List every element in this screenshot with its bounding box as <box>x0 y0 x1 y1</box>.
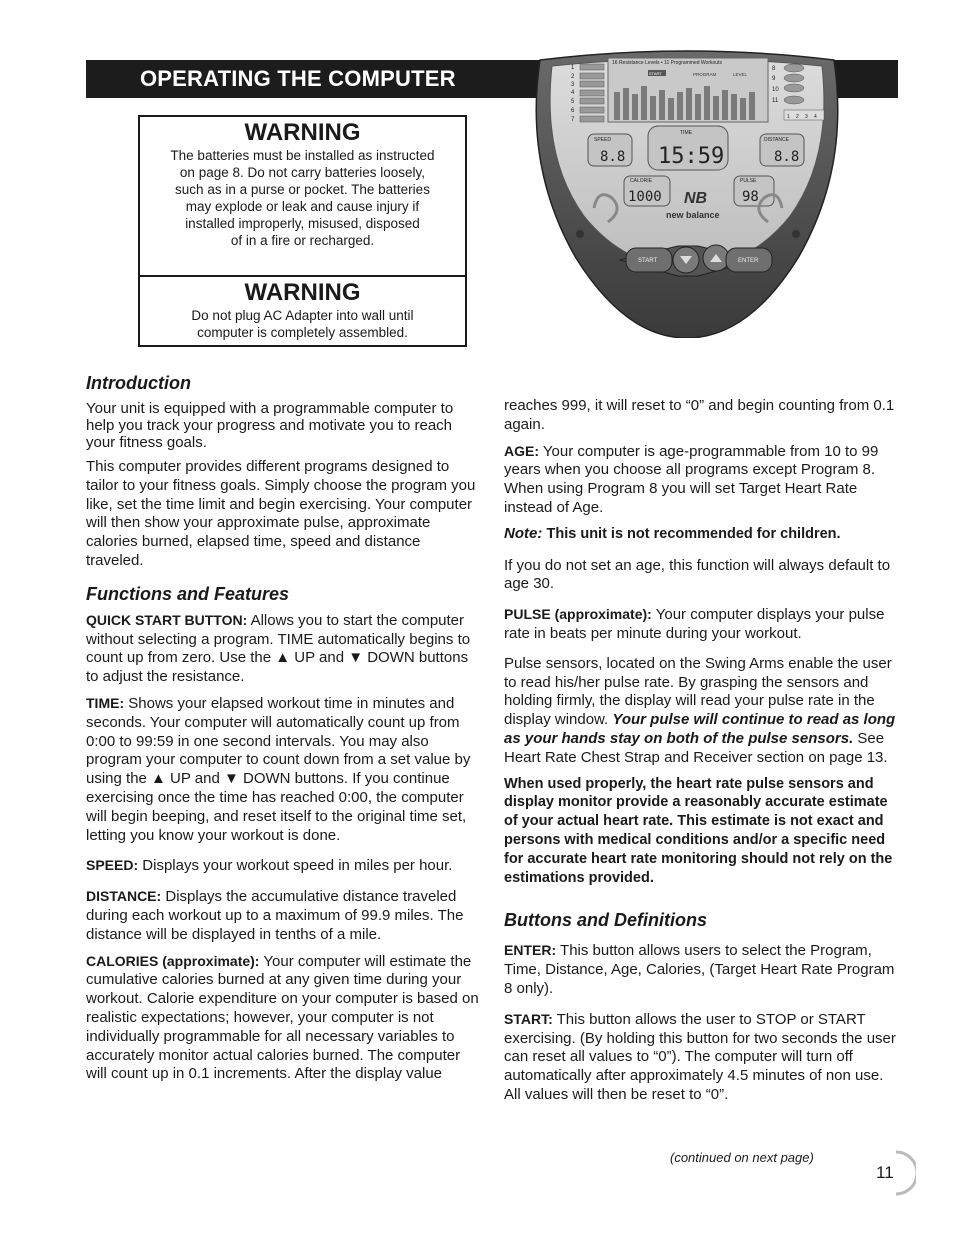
mini-num-4: 4 <box>814 114 817 120</box>
speed-value: 8.8 <box>600 149 626 165</box>
calorie-value: 1000 <box>628 189 662 205</box>
warning-text: Do not plug AC Adapter into wall until computer is completely assembled. <box>191 308 414 340</box>
program-num-1: 1 <box>571 65 575 71</box>
enter-paragraph: ENTER: This button allows users to select the Program, Time, Distance, Age, Calories, (Target Heart Rate Program 8 only). <box>504 942 895 997</box>
program-num-7: 7 <box>571 117 575 123</box>
console-illustration <box>528 48 846 338</box>
brand-logo-text: new balance <box>666 210 720 220</box>
start-paragraph: START: This button allows the user to STOP or START exercising. (By holding this button for two seconds the user can reset all values to “0”). The computer will turn off automatically after approximately 4.5 minutes of non use. All values will then be reset to “0”. <box>504 1010 896 1103</box>
default-age-paragraph: If you do not set an age, this function will always default to age 30. <box>504 556 891 593</box>
mini-num-1: 1 <box>787 114 790 120</box>
quick-start-paragraph: QUICK START BUTTON: Allows you to start the computer without selecting a program. TIME automatically begins to count up from zero. Use the ▲ UP and ▼ DOWN buttons to adjust the resistance. <box>86 611 471 686</box>
time-paragraph: TIME: Shows your elapsed workout time in minutes and seconds. Your computer will automatically count up from 0:00 to 99:59 in one second intervals. You may also program your computer to count down from a set value by using the ▲ UP and ▼ DOWN buttons. If you continue exercising once the time has reached 0:00, the computer will begin beeping, and reset itself to the original time set, letting you know your workout is done. <box>86 694 471 844</box>
distance-label: DISTANCE <box>764 137 789 143</box>
distance-value: 8.8 <box>774 149 800 165</box>
calories-continued: reaches 999, it will reset to “0” and begin counting from 0.1 again. <box>504 397 895 433</box>
battery-warning-box <box>138 115 467 288</box>
intro-paragraph: This computer provides different programs designed to tailor to your fitness goals. Simply choose the program you like, set the time limit and begin exercising. Your computer will then show your approximate pulse, approximate calories burned, elapsed time, speed and distance traveled. <box>86 458 476 569</box>
brand-mark: NB <box>684 190 708 207</box>
note-paragraph: Note: This unit is not recommended for children. <box>504 524 841 542</box>
introduction-heading: Introduction <box>86 373 191 393</box>
program-num-11: 11 <box>772 98 779 104</box>
program-num-3: 3 <box>571 82 575 88</box>
right-column <box>504 397 896 1112</box>
program-num-5: 5 <box>571 99 575 105</box>
calories-paragraph: CALORIES (approximate): Your computer will estimate the cumulative calories burned at any given time during your workout. Calorie expenditure on your computer is based on realistic expectations; however, your computer is not individually programmable for all necessary variables to accurately monitor actual calories burned. The computer will count up in 0.1 increments. After the display value <box>86 952 479 1083</box>
age-paragraph: AGE: Your computer is age-programmable from 10 to 99 years when you choose all programs except Program 8. When using Program 8 you will set Target Heart Rate instead of Age. <box>504 442 879 516</box>
warning-text: The batteries must be installed as instructed on page 8. Do not carry batteries loosely, such as in a purse or pocket. The batteries may explode or leak and cause injury if installed improperly, misused, disposed of in a fire or recharged. <box>170 148 435 248</box>
program-num-4: 4 <box>571 90 575 96</box>
console-start-tag: START <box>649 71 662 76</box>
program-num-2: 2 <box>571 74 575 80</box>
console-start-label: START <box>638 258 658 264</box>
buttons-heading: Buttons and Definitions <box>504 910 707 931</box>
pulse-label: PULSE <box>740 178 757 184</box>
heart-rate-caution: When used properly, the heart rate pulse sensors and display monitor provide a reasonably accurate estimate of your actual heart rate. This estimate is not exact and persons with medical conditions and/or a specific need for accurate heart rate monitoring should not rely on the estimations provided. <box>504 775 893 886</box>
mini-num-2: 2 <box>796 114 799 120</box>
page-title: OPERATING THE COMPUTER <box>140 66 456 91</box>
warning-heading: WARNING <box>244 279 361 306</box>
pulse-value: 98 <box>742 189 759 205</box>
adapter-warning-box <box>138 275 467 347</box>
console-header-text: 16 Resistance Levels • 11 Programmed Workouts <box>612 60 722 66</box>
continued-note: (continued on next page) <box>670 1150 814 1165</box>
time-label: TIME <box>680 130 692 136</box>
program-num-9: 9 <box>772 76 776 82</box>
program-num-8: 8 <box>772 66 776 72</box>
console-level-label: LEVEL <box>733 72 748 77</box>
calorie-label: CALORIE <box>630 178 652 184</box>
intro-paragraph: Your unit is equipped with a programmable computer to help you track your progress and motivate you to reach your fitness goals. <box>86 400 454 451</box>
distance-paragraph: DISTANCE: Displays the accumulative distance traveled during each workout up to a maximum of 99.9 miles. The distance will be displayed in tenths of a mile. <box>86 888 464 943</box>
program-num-6: 6 <box>571 108 575 114</box>
pulse-paragraph: PULSE (approximate): Your computer displays your pulse rate in beats per minute during your workout. <box>504 606 885 642</box>
time-value: 15:59 <box>658 144 725 169</box>
pulse-sensors-paragraph: Pulse sensors, located on the Swing Arms enable the user to read his/her pulse rate. By grasping the sensors and holding firmly, the display will read your pulse rate in the display window. Your pulse will continue to read as long as your hands stay on both of the pulse sensors. See Heart Rate Chest Strap and Receiver section on page 13. <box>504 654 896 766</box>
left-column <box>86 372 481 1091</box>
speed-label: SPEED <box>594 137 611 143</box>
console-enter-label: ENTER <box>738 258 759 264</box>
page-number: 11 <box>876 1163 894 1182</box>
warning-heading: WARNING <box>244 119 361 146</box>
mini-num-3: 3 <box>805 114 808 120</box>
program-num-10: 10 <box>772 87 779 93</box>
speed-paragraph: SPEED: Displays your workout speed in miles per hour. <box>86 857 453 875</box>
console-program-label: PROGRAM <box>693 72 717 77</box>
functions-heading: Functions and Features <box>86 583 290 604</box>
